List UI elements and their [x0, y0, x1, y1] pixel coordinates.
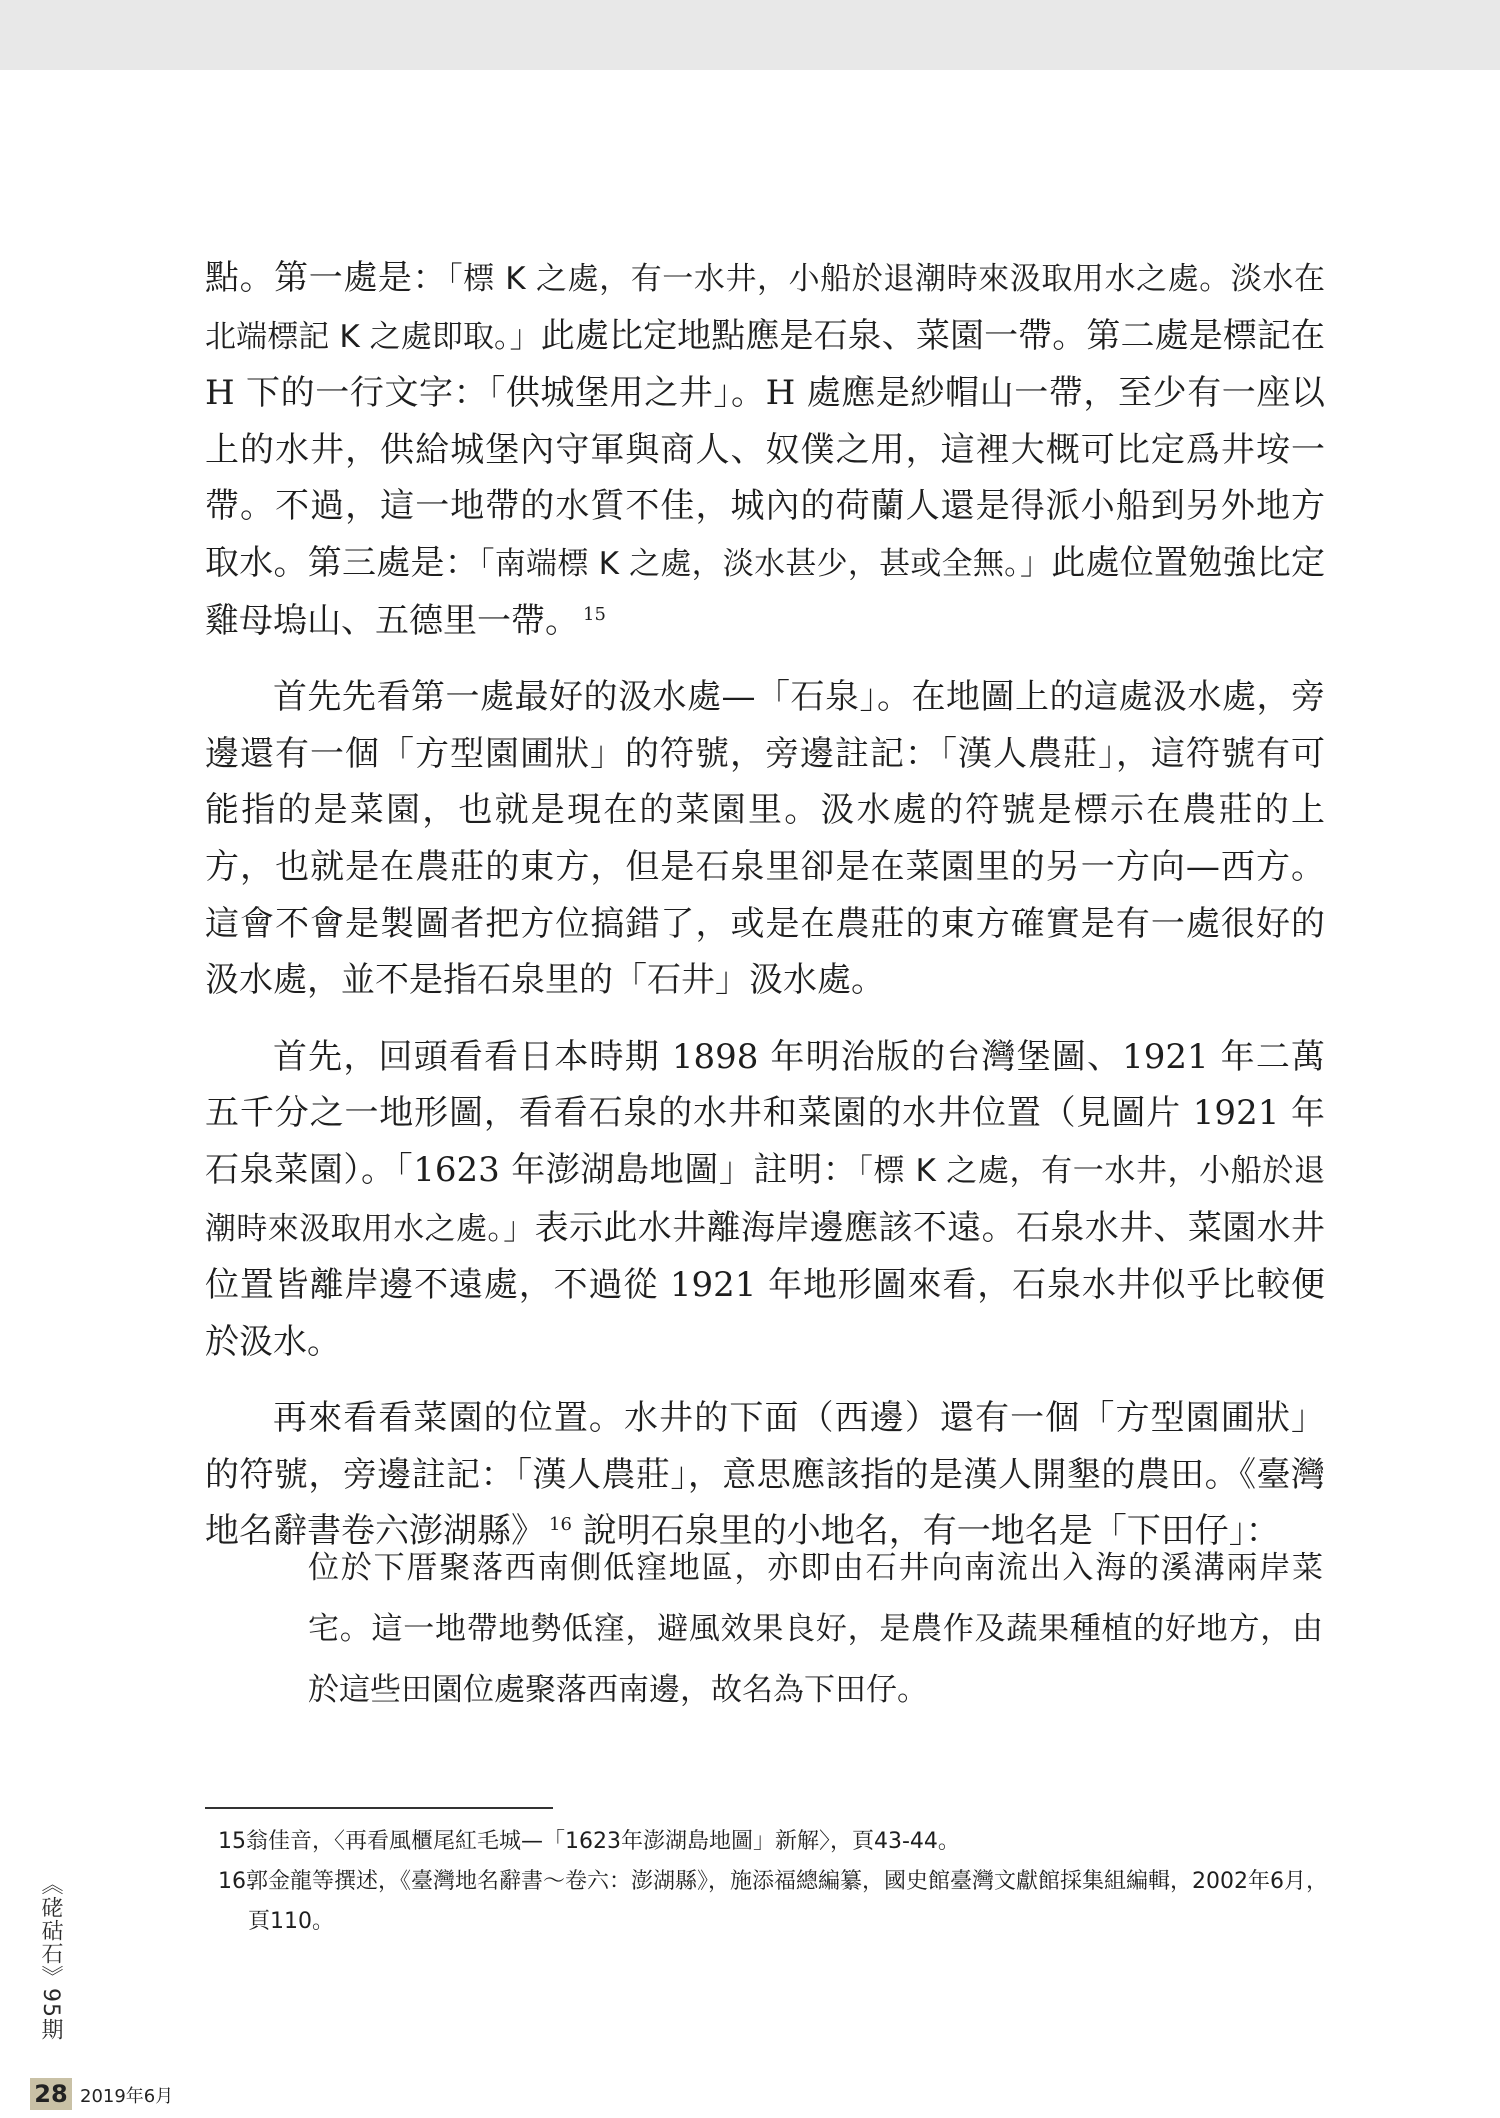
- text-run: 點。第一處是：: [205, 258, 448, 298]
- quoted-text: 「標 K 之處，有一水井，小船於退潮時來汲取用水之處。淡水在北端標記 K 之處即取。」: [205, 261, 1325, 355]
- footnote-divider: [205, 1807, 553, 1809]
- text-run: 此處位置勉強比定雞母塢山、五德里一帶。: [205, 542, 1325, 641]
- page-number: 28: [30, 2078, 72, 2110]
- footnote-ref: 15: [583, 603, 606, 625]
- footnote-16: 16郭金龍等撰述，《臺灣地名辭書～卷六：澎湖縣》，施添福總編纂，國史館臺灣文獻館採集組編輯，2002年6月，頁110。: [218, 1869, 1328, 1934]
- footnote-ref: 16: [549, 1514, 572, 1536]
- issue-date: 2019年6月: [80, 2086, 174, 2107]
- paragraph: [205, 669, 1325, 1009]
- text-run: 說明石泉里的小地名，有一地名是「下田仔」：: [571, 1511, 1280, 1552]
- text-run: 此處比定地點應是石泉、菜園一帶。第二處是標記在 H 下的一行文字：「供城堡用之井」。H 處應是紗帽山一帶，至少有一座以上的水井，供給城堡內守軍與商人、奴僕之用，這裡大概可比定爲井垵一帶。不過，這一地帶的水質不佳，城內的荷蘭人還是得派小船到另外地方取水。第三處是：: [205, 315, 1325, 583]
- text-run: 表示此水井離海岸邊應該不遠。石泉水井、菜園水井位置皆離岸邊不遠處，不過從 1921 年地形圖來看，石泉水井似乎比較便於汲水。: [205, 1207, 1326, 1362]
- text-run: 首先先看第一處最好的汲水處—「石泉」。在地圖上的這處汲水處，旁邊還有一個「方型園圃狀」的符號，旁邊註記：「漢人農莊」，這符號有可能指的是菜園，也就是現在的菜園里。汲水處的符號是標示在農莊的上方，也就是在農莊的東方，但是石泉里卻是在菜園里的另一方向—西方。這會不會是製圖者把方位搞錯了，或是在農莊的東方確實是有一處很好的汲水處，並不是指石泉里的「石井」汲水處。: [205, 677, 1325, 1001]
- block-quote: 位於下厝聚落西南側低窪地區，亦即由石井向南流出入海的溪溝兩岸菜宅。這一地帶地勢低窪，避風效果良好，是農作及蔬果種植的好地方，由於這些田園位處聚落西南邊，故名為下田仔。: [308, 1550, 1323, 1708]
- journal-title-vertical: 《硓𥑮石》95期: [38, 1873, 63, 2041]
- quoted-text: 「標 K 之處，有一水井，小船於退潮時來汲取用水之處。」: [205, 1152, 1325, 1247]
- paragraph: [205, 1390, 1325, 1560]
- paragraph: [205, 250, 1325, 649]
- scan-top-band: [0, 0, 1500, 70]
- article-body: [205, 250, 1325, 1560]
- paragraph: [205, 1029, 1325, 1371]
- quoted-text: 「南端標 K 之處，淡水甚少，甚或全無。」: [479, 545, 1052, 582]
- text-run: 首先，回頭看看日本時期 1898 年明治版的台灣堡圖、1921 年二萬五千分之一地形圖，看看石泉的水井和菜園的水井位置（見圖片 1921 年石泉菜園）。「1623 年澎湖島地圖」註明：: [205, 1036, 1325, 1190]
- text-run: 再來看看菜園的位置。水井的下面（西邊）還有一個「方型園圃狀」的符號，旁邊註記：「漢人農莊」，意思應該指的是漢人開墾的農田。《臺灣地名辭書卷六澎湖縣》: [205, 1398, 1325, 1552]
- footnotes: [218, 1822, 1328, 1942]
- footnote-15: 15翁佳音，〈再看風櫃尾紅毛城—「1623年澎湖島地圖」新解〉，頁43-44。: [218, 1829, 960, 1854]
